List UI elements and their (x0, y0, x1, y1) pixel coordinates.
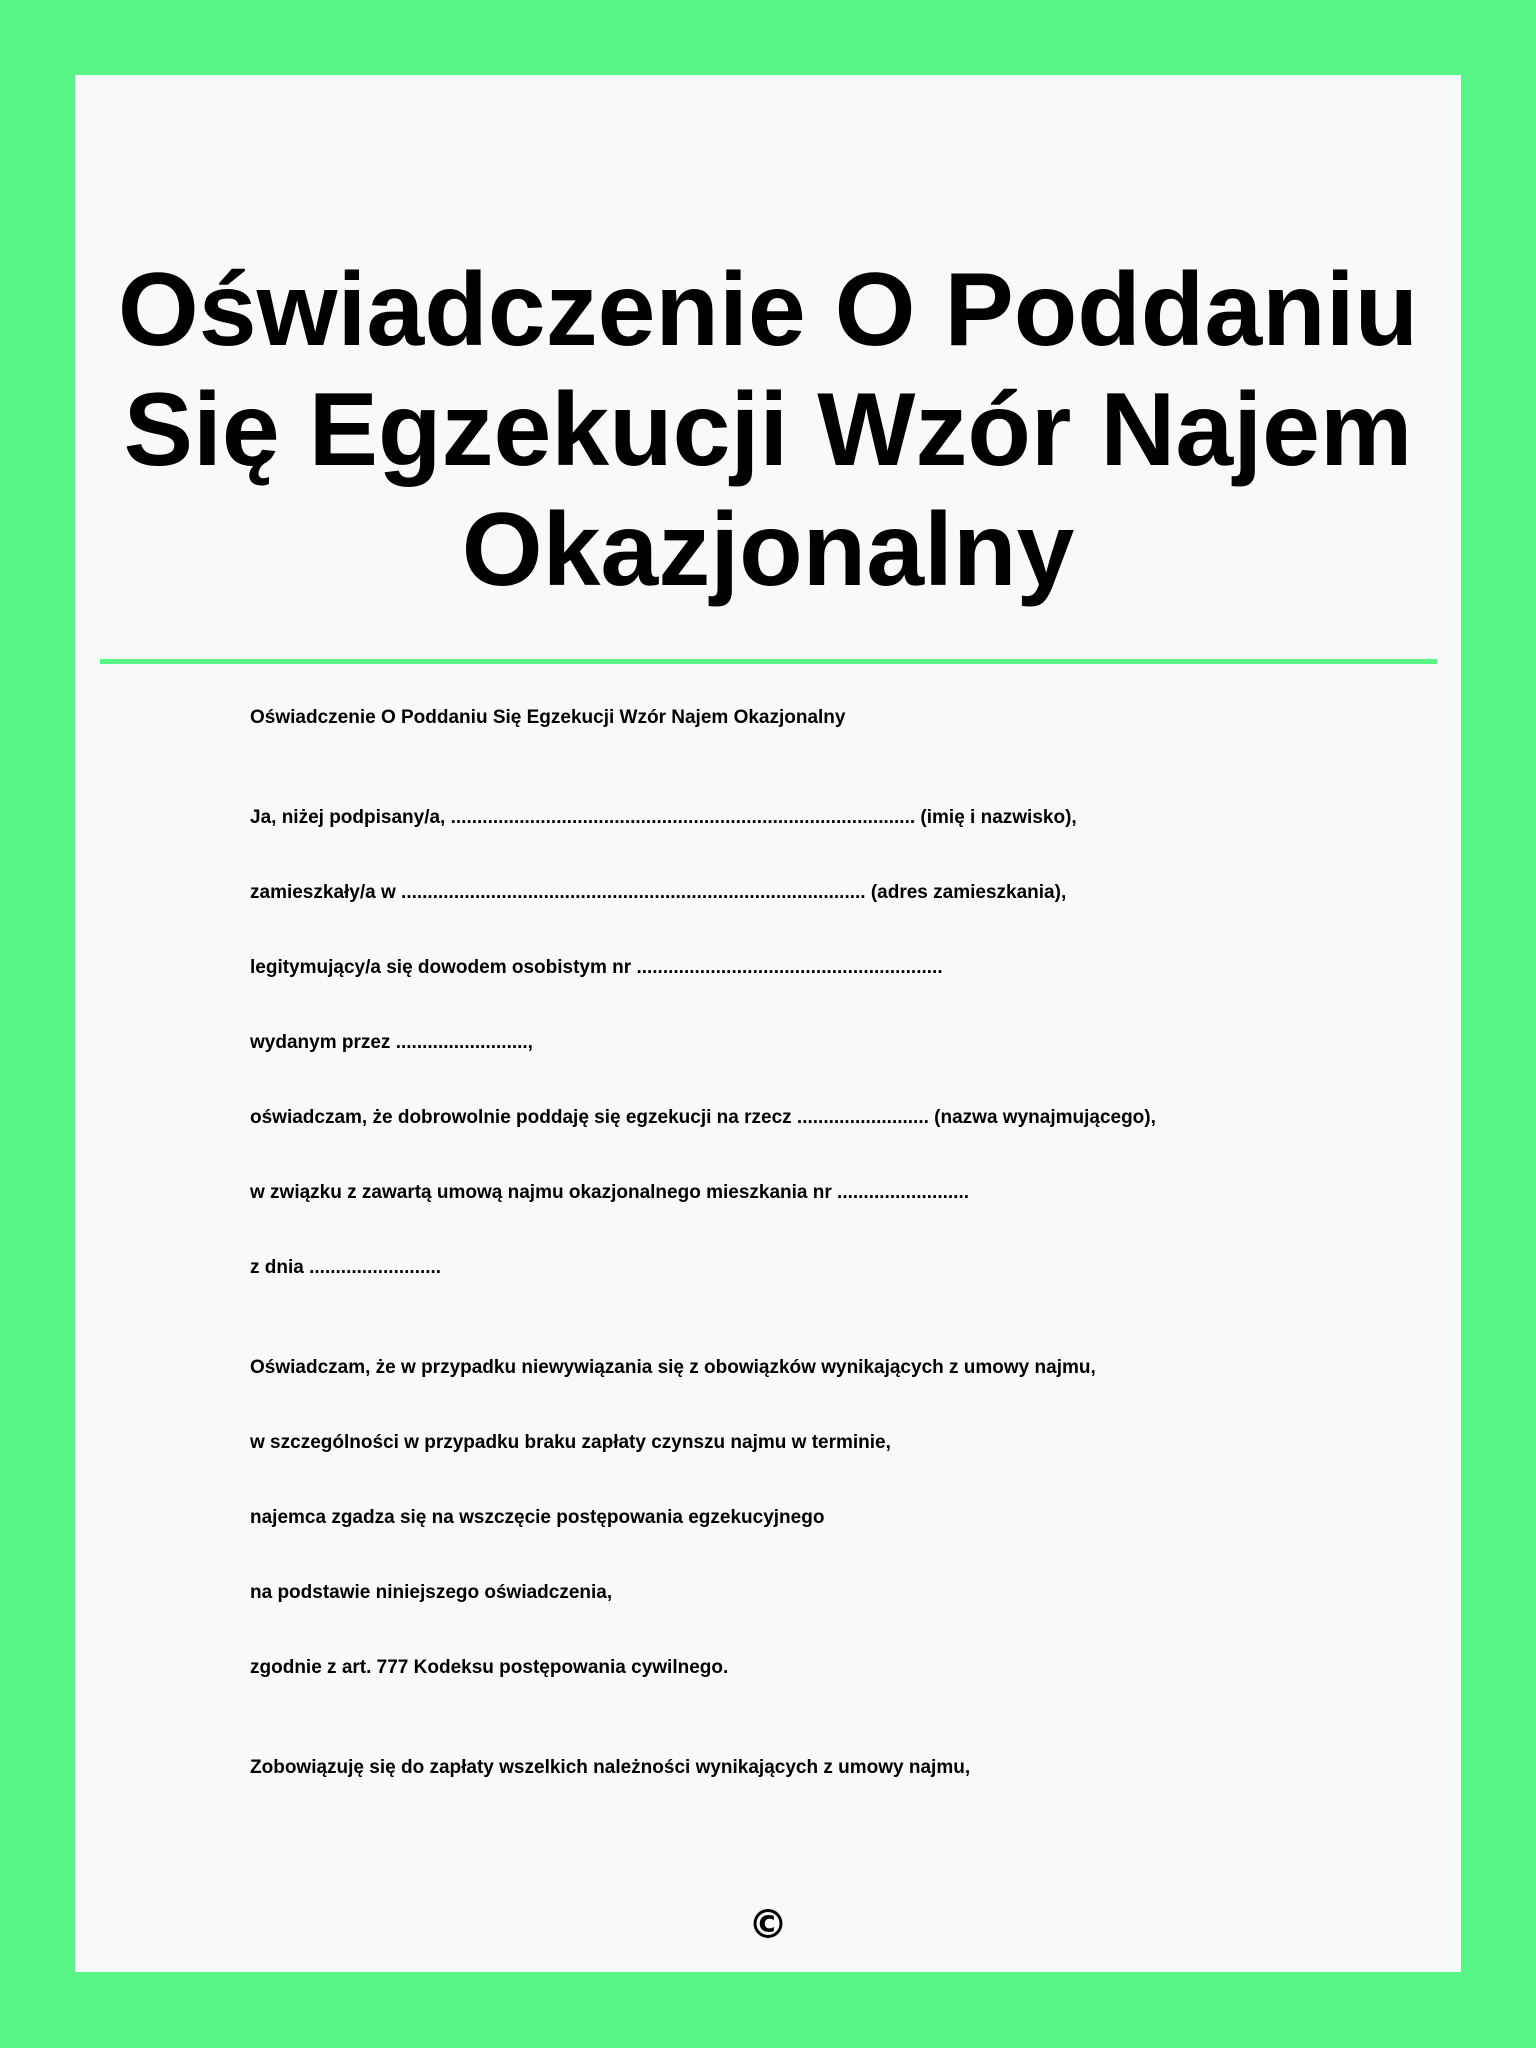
document-page (75, 75, 1461, 1972)
body-line-11: na podstawie niniejszego oświadczenia, (250, 1582, 613, 1603)
title-line-3: Okazjonalny (461, 492, 1075, 608)
body-line-10: najemca zgadza się na wszczęcie postępowania egzekucyjnego (250, 1507, 825, 1528)
body-line-2: zamieszkały/a w ........................................................................................ (adres zamieszkania), (250, 882, 1067, 903)
body-line-1: Ja, niżej podpisany/a, ........................................................................................ (imię i nazwisko), (250, 807, 1077, 828)
body-line-6: w związku z zawartą umową najmu okazjonalnego mieszkania nr ......................... (250, 1182, 970, 1203)
document-heading: Oświadczenie O Poddaniu Się Egzekucji Wzór Najem Okazjonalny (250, 707, 846, 728)
title-line-1: Oświadczenie O Poddaniu (117, 252, 1419, 368)
body-line-8: Oświadczam, że w przypadku niewywiązania się z obowiązków wynikających z umowy najmu, (250, 1357, 1096, 1378)
body-line-12: zgodnie z art. 777 Kodeksu postępowania cywilnego. (250, 1657, 729, 1678)
document-title (75, 250, 1461, 610)
body-line-9: w szczególności w przypadku braku zapłaty czynszu najmu w terminie, (250, 1432, 891, 1453)
body-line-5: oświadczam, że dobrowolnie poddaję się egzekucji na rzecz ......................... (nazwa wynajmującego), (250, 1107, 1156, 1128)
title-divider (100, 659, 1437, 664)
body-line-4: wydanym przez ........................., (250, 1032, 533, 1053)
body-line-7: z dnia ......................... (250, 1257, 442, 1278)
copyright-icon: © (748, 1902, 788, 1948)
body-line-3: legitymujący/a się dowodem osobistym nr .......................................................... (250, 957, 943, 978)
title-line-2: Się Egzekucji Wzór Najem (123, 372, 1413, 488)
body-line-13: Zobowiązuję się do zapłaty wszelkich należności wynikających z umowy najmu, (250, 1757, 971, 1778)
